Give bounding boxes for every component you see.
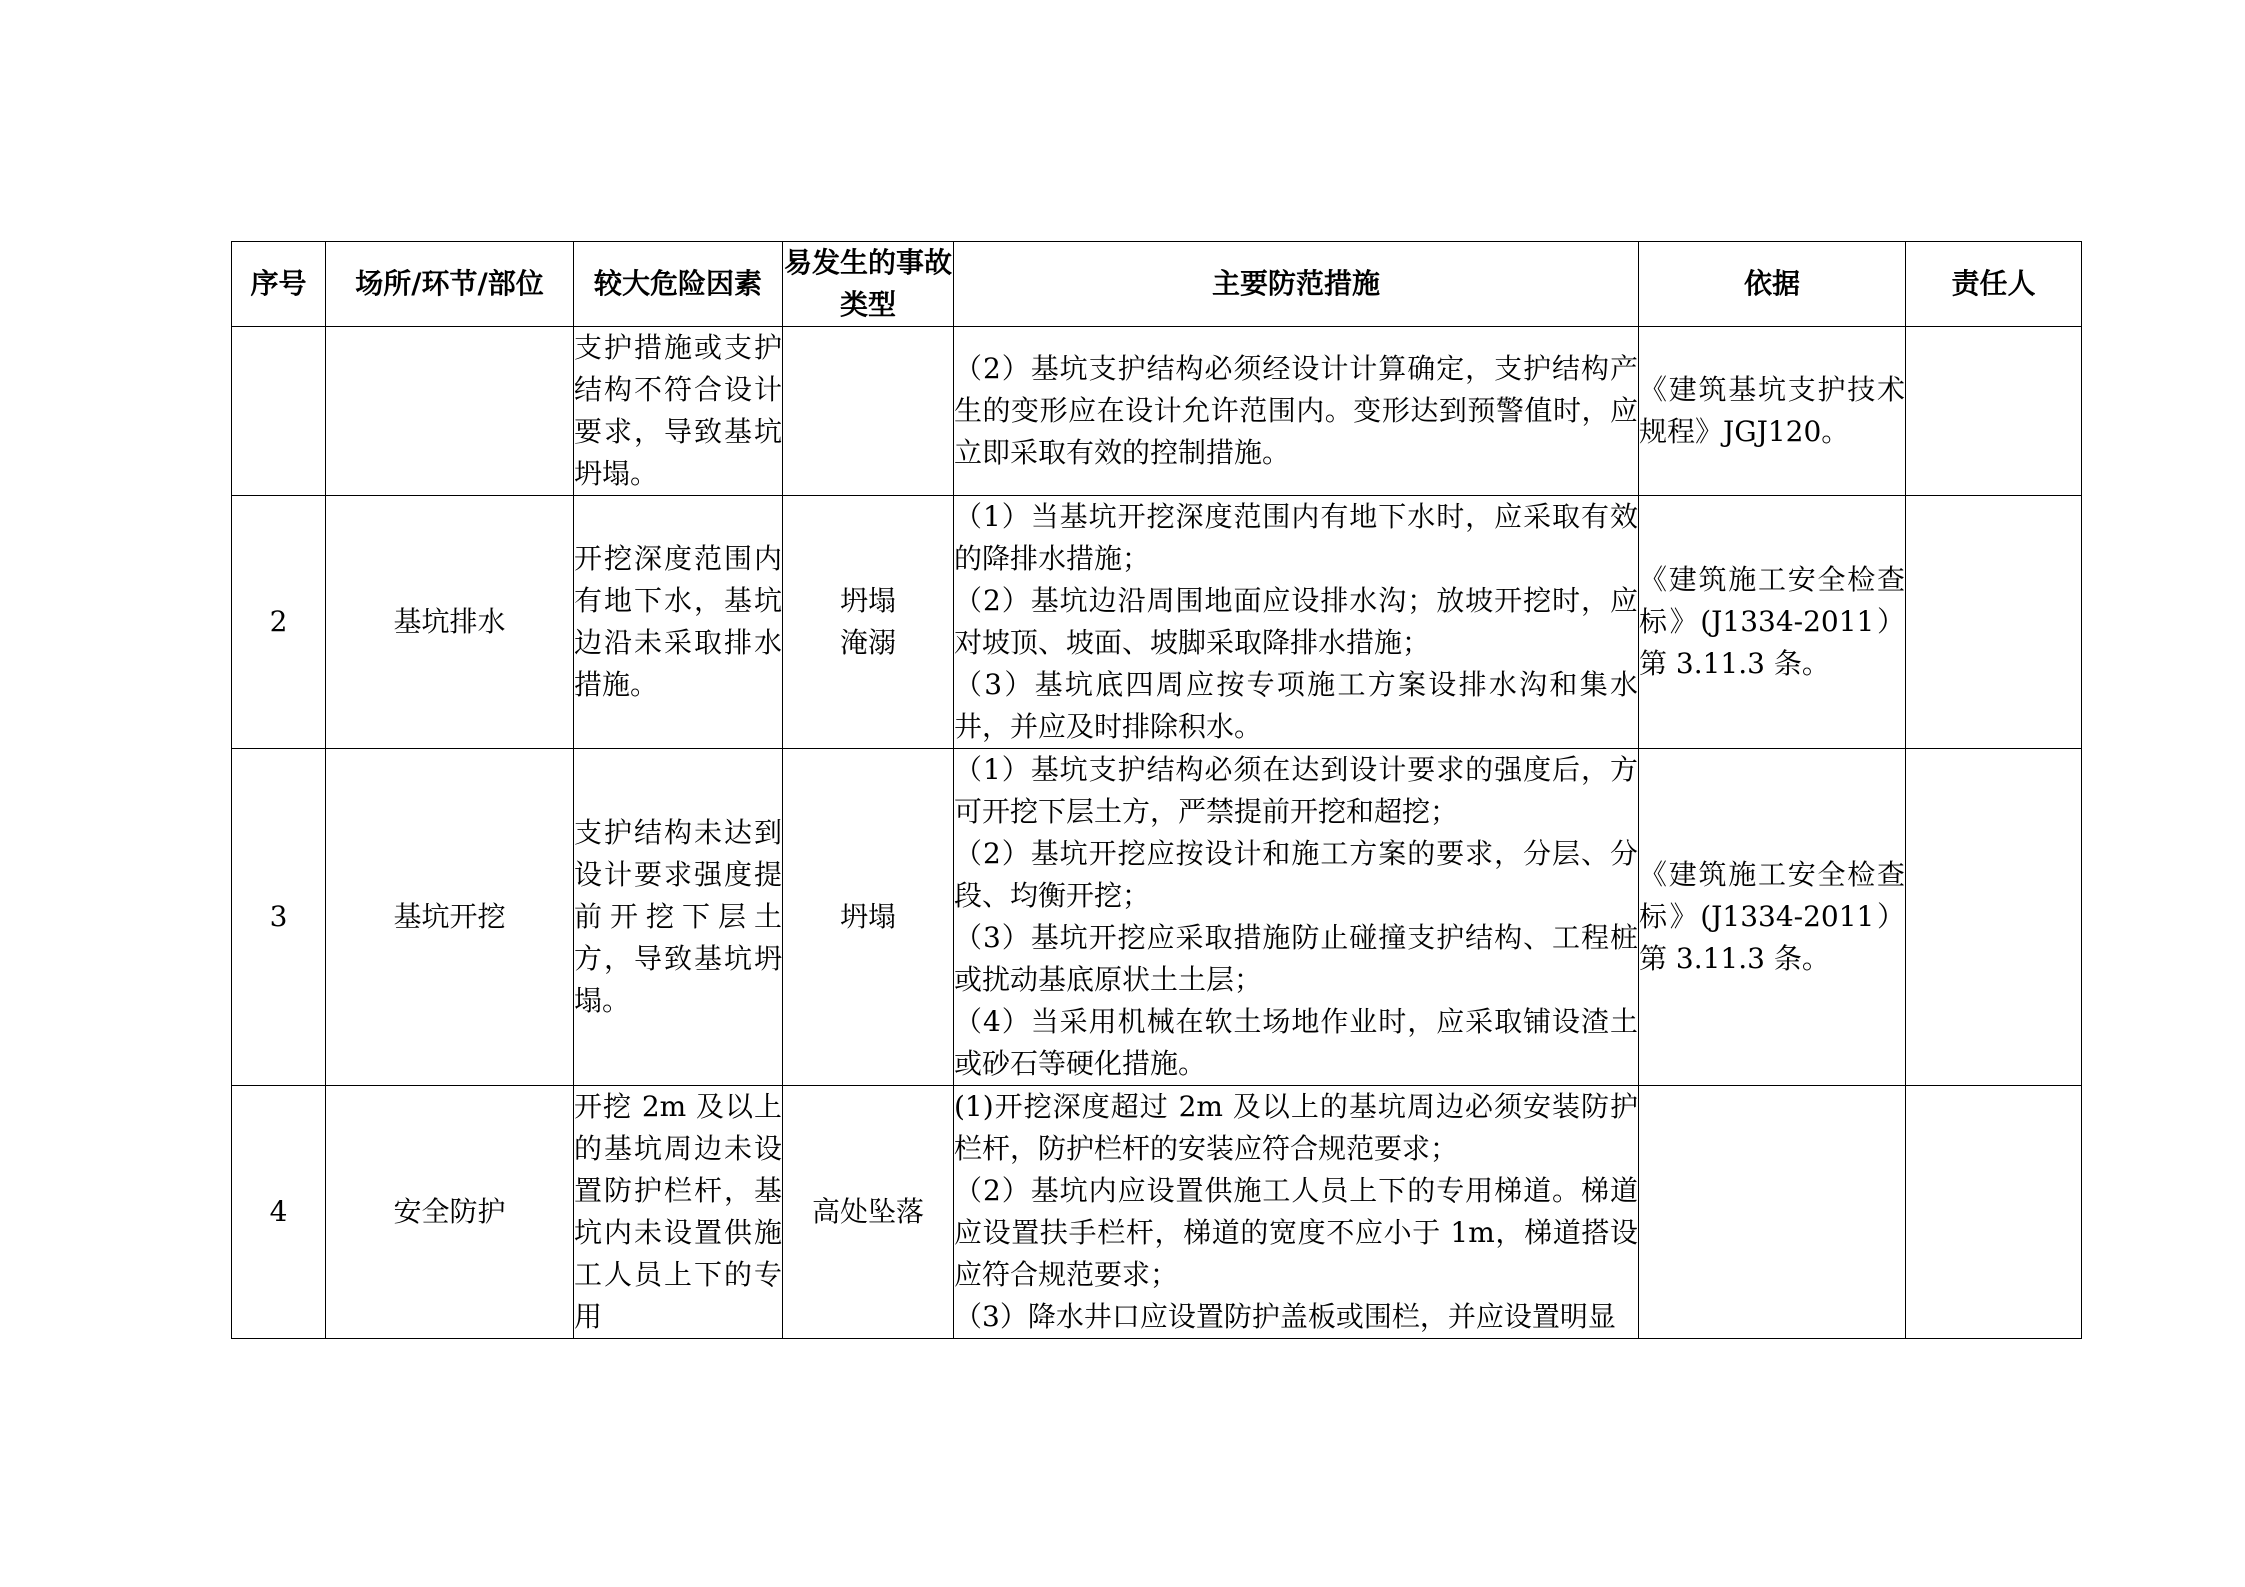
- measure-item: (1)开挖深度超过 2m 及以上的基坑周边必须安装防护栏杆，防护栏杆的安装应符合规范要求；: [954, 1090, 1638, 1165]
- cell-basis: 《建筑施工安全检查标》(J1334-2011）第 3.11.3 条。: [1639, 496, 1906, 749]
- header-measures: 主要防范措施: [954, 242, 1639, 327]
- measure-item: （3）降水井口应设置防护盖板或围栏，并应设置明显: [954, 1300, 1616, 1333]
- cell-no: 2: [232, 496, 326, 749]
- cell-measures: [954, 749, 1639, 1086]
- header-location: 场所/环节/部位: [326, 242, 574, 327]
- header-responsible: 责任人: [1906, 242, 2082, 327]
- cell-location: 基坑排水: [326, 496, 574, 749]
- measure-item: （2）基坑边沿周围地面应设排水沟；放坡开挖时，应对坡顶、坡面、坡脚采取降排水措施；: [954, 584, 1638, 659]
- cell-no: [232, 327, 326, 496]
- table-row: [232, 327, 2082, 496]
- cell-hazard: 支护结构未达到设计要求强度提前开挖下层土方，导致基坑坍塌。: [574, 749, 783, 1086]
- measure-item: （3）基坑底四周应按专项施工方案设排水沟和集水井，并应及时排除积水。: [954, 668, 1638, 743]
- measure-item: （1）基坑支护结构必须在达到设计要求的强度后，方可开挖下层土方，严禁提前开挖和超挖；: [954, 753, 1638, 828]
- cell-responsible: [1906, 496, 2082, 749]
- measure-item: （3）基坑开挖应采取措施防止碰撞支护结构、工程桩或扰动基底原状土土层；: [954, 921, 1638, 996]
- cell-responsible: [1906, 749, 2082, 1086]
- cell-location: 安全防护: [326, 1086, 574, 1339]
- cell-hazard: 开挖深度范围内有地下水，基坑边沿未采取排水措施。: [574, 496, 783, 749]
- header-hazard: 较大危险因素: [574, 242, 783, 327]
- table-row: [232, 1086, 2082, 1339]
- cell-accident: [783, 1086, 954, 1339]
- cell-responsible: [1906, 1086, 2082, 1339]
- measure-item: （2）基坑开挖应按设计和施工方案的要求，分层、分段、均衡开挖；: [954, 837, 1638, 912]
- cell-measures: [954, 496, 1639, 749]
- measure-item: （4）当采用机械在软土场地作业时，应采取铺设渣土或砂石等硬化措施。: [954, 1005, 1638, 1080]
- cell-measures: [954, 327, 1639, 496]
- cell-basis: [1639, 1086, 1906, 1339]
- cell-location: [326, 327, 574, 496]
- accident-type: 坍塌: [839, 900, 896, 933]
- table-row: [232, 496, 2082, 749]
- cell-responsible: [1906, 327, 2082, 496]
- measure-item: （1）当基坑开挖深度范围内有地下水时，应采取有效的降排水措施；: [954, 500, 1638, 575]
- cell-no: 4: [232, 1086, 326, 1339]
- cell-basis: 《建筑施工安全检查标》(J1334-2011）第 3.11.3 条。: [1639, 749, 1906, 1086]
- measure-item: （2）基坑内应设置供施工人员上下的专用梯道。梯道应设置扶手栏杆，梯道的宽度不应小于 1m，梯道搭设应符合规范要求；: [954, 1174, 1638, 1291]
- accident-type: 高处坠落: [811, 1195, 924, 1228]
- cell-hazard: 支护措施或支护结构不符合设计要求，导致基坑坍塌。: [574, 327, 783, 496]
- cell-basis: 《建筑基坑支护技术规程》JGJ120。: [1639, 327, 1906, 496]
- header-accident: 易发生的事故类型: [783, 242, 954, 327]
- cell-accident: [783, 496, 954, 749]
- table-row: [232, 749, 2082, 1086]
- cell-accident: [783, 327, 954, 496]
- accident-type: 坍塌: [839, 584, 896, 617]
- cell-accident: [783, 749, 954, 1086]
- cell-no: 3: [232, 749, 326, 1086]
- cell-measures: [954, 1086, 1639, 1339]
- header-basis: 依据: [1639, 242, 1906, 327]
- accident-type: 淹溺: [839, 626, 896, 659]
- cell-location: 基坑开挖: [326, 749, 574, 1086]
- cell-hazard: 开挖 2m 及以上的基坑周边未设置防护栏杆，基坑内未设置供施工人员上下的专用: [574, 1086, 783, 1339]
- risk-table: [231, 241, 2082, 1339]
- measure-item: （2）基坑支护结构必须经设计计算确定，支护结构产生的变形应在设计允许范围内。变形达到预警值时，应立即采取有效的控制措施。: [954, 352, 1638, 469]
- header-row: [232, 242, 2082, 327]
- header-no: 序号: [232, 242, 326, 327]
